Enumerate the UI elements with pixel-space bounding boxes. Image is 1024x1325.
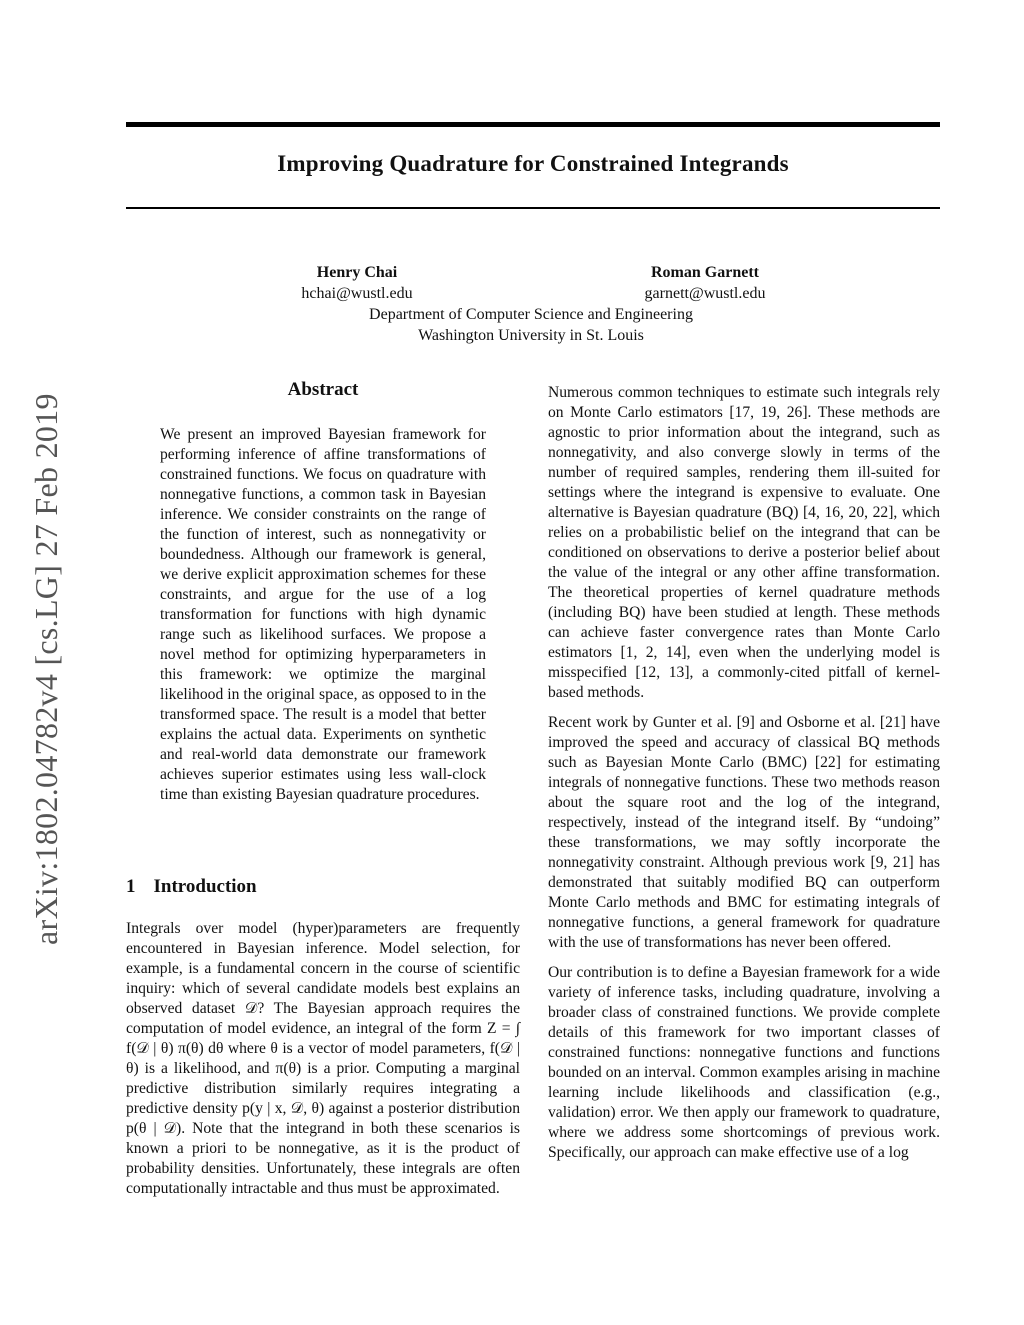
title-rule-bottom	[126, 207, 940, 209]
author-name: Roman Garnett	[651, 264, 759, 281]
author-block	[237, 262, 477, 304]
intro-paragraph: Our contribution is to define a Bayesian framework for a wide variety of inference tasks, including quadrature, involving a broader class of constrained functions. We provide complete details of this framework for two important classes of constrained functions: nonnegative functions and functions bounded on an interval. Common examples arising in machine learning include likelihoods and classification (e.g., validation) error. We then apply our framework to quadrature, where we address some shortcomings of previous work. Specifically, our approach can make effective use of a log	[548, 964, 940, 1161]
intro-paragraph: Numerous common techniques to estimate such integrals rely on Monte Carlo estimators [17, 19, 26]. These methods are agnostic to prior information about the integrand, such as nonnegativity, and also converge slowly in terms of the number of required samples, rendering them ill-suited for settings where the integrand is expensive to evaluate. One alternative is Bayesian quadrature (BQ) [4, 16, 20, 22], which relies on a probabilistic belief on the integrand that can be conditioned on observations to derive a posterior belief about the value of the integral or any other affine transformation. The theoretical properties of kernel quadrature methods (including BQ) have been studied at length. These methods can achieve faster convergence rates than Monte Carlo estimators [1, 2, 14], even when the underlying model is misspecified [12, 13], a commonly-cited pitfall of kernel-based methods.	[548, 384, 940, 701]
author-name: Henry Chai	[316, 264, 398, 281]
section-number: 1	[126, 876, 136, 897]
author-block	[585, 262, 825, 304]
abstract-text: We present an improved Bayesian framework for performing inference of affine transformations of constrained functions. We focus on quadrature with nonnegative functions, a common task in Bayesian inference. We consider constraints on the range of the function of interest, such as nonnegativity or boundedness. Although our framework is general, we derive explicit approximation schemes for these constraints, and argue for the use of a log transformation for functions with high dynamic range such as likelihood surfaces. We propose a novel method for optimizing hyperparameters in this framework: we optimize the marginal likelihood in the original space, as opposed to in the transformed space. The result is a model that better explains the actual data. Experiments on synthetic and real-world data demonstrate our framework achieves superior estimates using less wall-clock time than existing Bayesian quadrature procedures.	[160, 426, 486, 803]
section-title: Introduction	[153, 876, 257, 897]
right-column	[548, 383, 940, 1173]
affiliation-university: Washington University in St. Louis	[418, 327, 644, 344]
affiliation	[280, 304, 782, 346]
author-email: hchai@wustl.edu	[301, 285, 413, 302]
arxiv-stamp: arXiv:1802.04782v4 [cs.LG] 27 Feb 2019	[28, 393, 64, 945]
paper-title: Improving Quadrature for Constrained Integrands	[277, 151, 789, 176]
intro-paragraph: Recent work by Gunter et al. [9] and Osborne et al. [21] have improved the speed and accuracy of classical BQ methods such as Bayesian Monte Carlo (BMC) [22] for estimating integrals of nonnegative functions. These two methods reason about the square root and the log of the integrand, respectively, instead of the integrand itself. By “undoing” these transformations, we may softly incorporate the nonnegativity constraint. Although previous work [9, 21] has demonstrated that suitably modified BQ can outperform Monte Carlo methods and BMC for estimating integrals of nonnegative functions, a general framework for quadrature with the use of transformations has never been offered.	[548, 714, 940, 951]
intro-paragraph-left: Integrals over model (hyper)parameters are frequently encountered in Bayesian inference. Model selection, for example, is a fundamental concern in the course of scientific inquiry: which of several candidate models best explains an observed dataset 𝒟? The Bayesian approach requires the computation of model evidence, an integral of the form Z = ∫ f(𝒟 | θ) π(θ) dθ where θ is a vector of model parameters, f(𝒟 | θ) is a likelihood, and π(θ) is a prior. Computing a marginal predictive distribution similarly requires integrating a predictive density p(y | x, 𝒟, θ) against a posterior distribution p(θ | 𝒟). Note that the integrand in both these scenarios is known a priori to be nonnegative, as it is the product of probability densities. Unfortunately, these integrals are often computationally intractable and thus must be approximated.	[126, 920, 520, 1197]
abstract-heading: Abstract	[287, 379, 359, 400]
section-heading	[126, 876, 257, 898]
author-email: garnett@wustl.edu	[644, 285, 766, 302]
affiliation-department: Department of Computer Science and Engineering	[369, 306, 693, 323]
title-rule-top	[126, 122, 940, 127]
